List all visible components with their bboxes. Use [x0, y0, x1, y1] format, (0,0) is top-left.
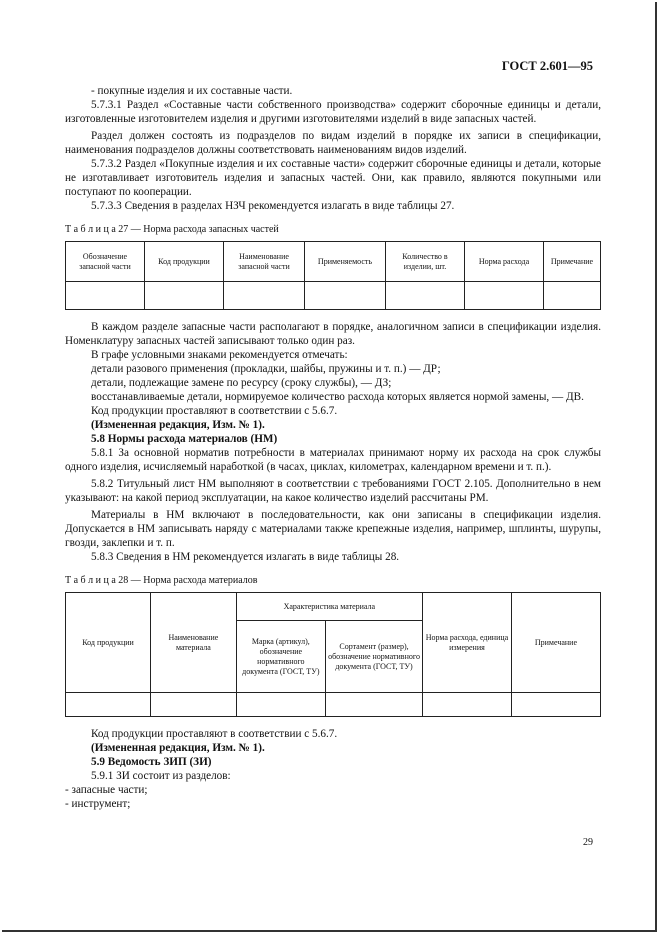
header-cell: Наименование материала — [151, 593, 237, 693]
header-cell: Код продукции — [145, 242, 224, 282]
header-cell: Примечание — [544, 242, 601, 282]
paragraph: 5.8.3 Сведения в НМ рекомендуется излагать в виде таблицы 28. — [91, 551, 400, 563]
header-cell: Норма расхода, единица измерения — [423, 593, 512, 693]
header-cell: Наименование запасной части — [224, 242, 305, 282]
header-cell: Марка (артикул), обозначение нормативного документа (ГОСТ, ТУ) — [236, 621, 325, 693]
table-28 — [65, 592, 601, 717]
table-caption: Т а б л и ц а 27 — Норма расхода запасных частей — [65, 224, 279, 235]
amendment-note: (Измененная редакция, Изм. № 1). — [91, 419, 265, 431]
header-cell: Норма расхода — [465, 242, 544, 282]
paragraph: 5.7.3.1 Раздел «Составные части собственного производства» содержит сборочные единицы и детали, изготовленные изготовителем изделия и другими изготовителями изделий в виде запасных частей. — [65, 99, 601, 125]
header-cell: Характеристика материала — [236, 593, 422, 621]
page-number: 29 — [583, 837, 593, 848]
paragraph: 5.7.3.3 Сведения в разделах НЗЧ рекомендуется излагать в виде таблицы 27. — [91, 200, 455, 212]
table-cell — [224, 282, 305, 310]
amendment-note: (Измененная редакция, Изм. № 1). — [91, 742, 265, 754]
paragraph: 5.8.2 Титульный лист НМ выполняют в соответствии с требованиями ГОСТ 2.105. Дополнительно в нем указывают: на какой период эксплуатации, на какое количество изделий рассчитаны РМ. — [65, 478, 601, 504]
paragraph: Материалы в НМ включают в последовательности, как они записаны в спецификации изделия. Допускается в НМ записывать наряду с материалами также крепежные изделия, например, шплинты, шурупы, гвозди, заклепки и т. п. — [65, 509, 601, 549]
document-body — [65, 84, 601, 811]
table-cell — [423, 693, 512, 717]
table-header-row — [66, 242, 601, 282]
section-heading: 5.8 Нормы расхода материалов (НМ) — [91, 433, 278, 445]
table-cell — [511, 693, 600, 717]
table-row — [66, 282, 601, 310]
table-cell — [465, 282, 544, 310]
header-cell: Примечание — [511, 593, 600, 693]
table-cell — [66, 693, 151, 717]
paragraph: 5.9.1 ЗИ состоит из разделов: — [91, 770, 231, 782]
header-cell: Количество в изделии, шт. — [386, 242, 465, 282]
paragraph: 5.7.3.2 Раздел «Покупные изделия и их составные части» содержит сборочные единицы и детали, которые не изготавливает изготовитель изделия и запасных частей. Они, как правило, являются покупными или поступают по кооперации. — [65, 158, 601, 198]
header-cell: Применяемость — [305, 242, 386, 282]
table-cell — [236, 693, 325, 717]
paragraph: восстанавливаемые детали, нормируемое количество расхода которых является нормой замены, — ДВ. — [91, 391, 584, 403]
table-cell — [66, 282, 145, 310]
paragraph: детали разового применения (прокладки, шайбы, пружины и т. п.) — ДР; — [91, 363, 441, 375]
header-cell: Обозначение запасной части — [66, 242, 145, 282]
paragraph: 5.8.1 За основной норматив потребности в материалах принимают норму их расхода на срок службы одного изделия, исчисляемый наработкой (в часах, циклах, километрах, календарном времени и т. п.). — [65, 447, 601, 473]
table-cell — [326, 693, 423, 717]
table-cell — [145, 282, 224, 310]
table-cell — [151, 693, 237, 717]
table-caption: Т а б л и ц а 28 — Норма расхода материалов — [65, 575, 258, 586]
table-header-row — [66, 593, 601, 621]
document-code: ГОСТ 2.601—95 — [501, 59, 593, 73]
header-cell: Код продукции — [66, 593, 151, 693]
paragraph: В графе условными знаками рекомендуется отмечать: — [91, 349, 348, 361]
paragraph: детали, подлежащие замене по ресурсу (сроку службы), — ДЗ; — [91, 377, 392, 389]
table-row — [66, 693, 601, 717]
document-page — [2, 2, 657, 932]
paragraph: Раздел должен состоять из подразделов по видам изделий в порядке их записи в спецификации, наименования подразделов должны соответствовать наименованиям видов изделий. — [65, 130, 601, 156]
table-27 — [65, 241, 601, 310]
table-cell — [305, 282, 386, 310]
header-cell: Сортамент (размер), обозначение нормативного документа (ГОСТ, ТУ) — [326, 621, 423, 693]
paragraph: Код продукции проставляют в соответствии с 5.6.7. — [91, 728, 338, 740]
paragraph: - покупные изделия и их составные части. — [91, 85, 293, 97]
paragraph: В каждом разделе запасные части располагают в порядке, аналогичном записи в спецификации изделия. Номенклатуру запасных частей записывают только один раз. — [65, 321, 601, 347]
list-item: - инструмент; — [65, 798, 131, 810]
section-heading: 5.9 Ведомость ЗИП (ЗИ) — [91, 756, 212, 768]
table-cell — [386, 282, 465, 310]
table-cell — [544, 282, 601, 310]
list-item: - запасные части; — [65, 784, 148, 796]
paragraph: Код продукции проставляют в соответствии с 5.6.7. — [91, 405, 338, 417]
